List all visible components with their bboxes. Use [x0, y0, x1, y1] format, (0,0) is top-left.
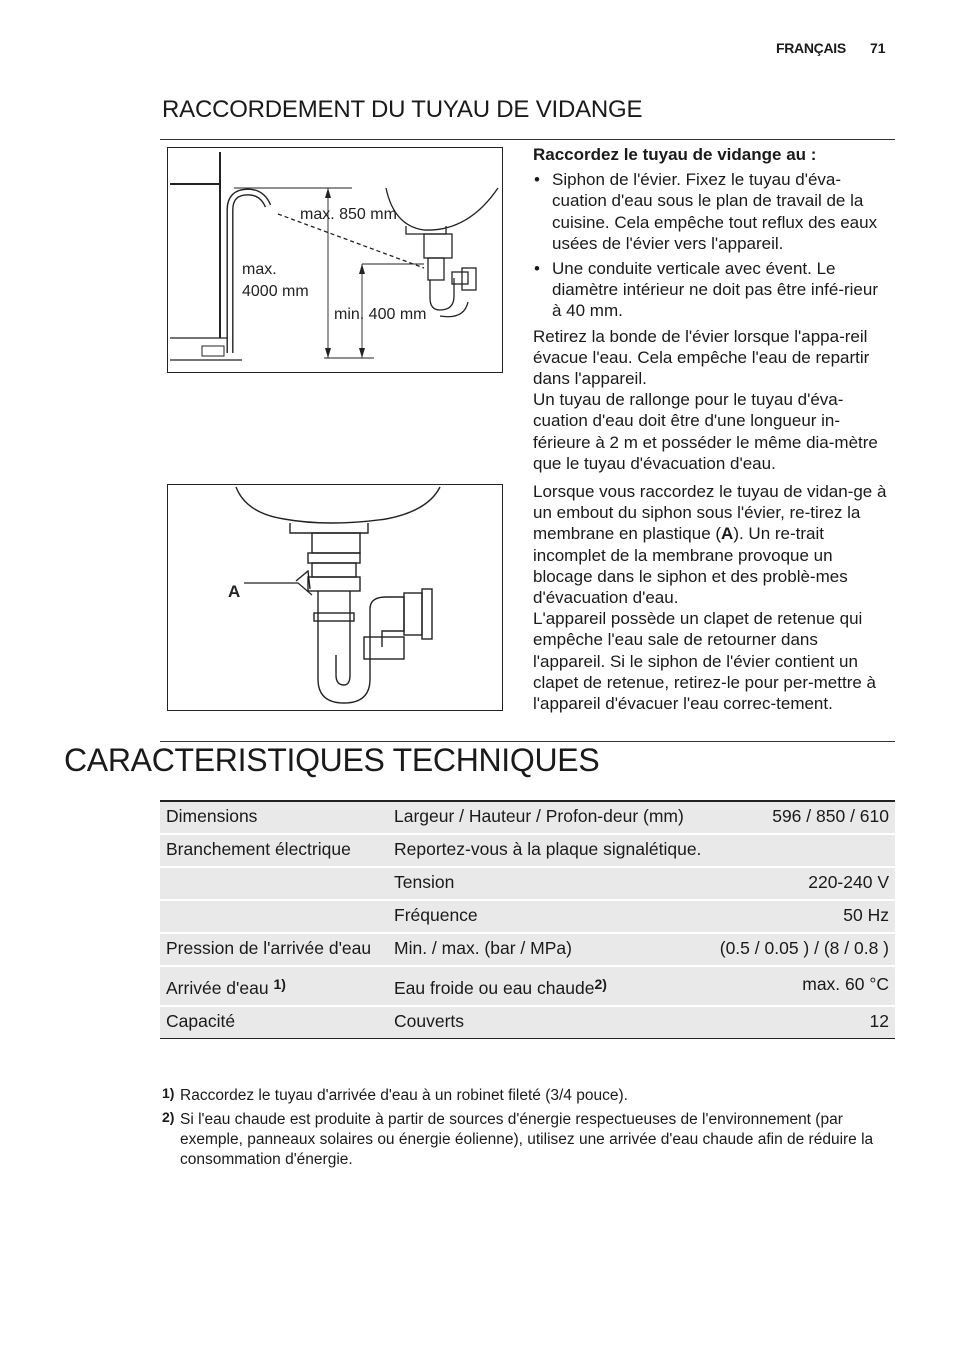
drain-bullet-sink: • Siphon de l'évier. Fixez le tuyau d'éva-cuation d'eau sous le plan de travail de la cuisine. Cela empêche tout reflux des eaux usées de l'évier vers l'appareil.	[533, 169, 888, 254]
drain-bullet-vertical: • Une conduite verticale avec évent. Le diamètre intérieur ne doit pas être infé-rieur à 40 mm.	[533, 258, 888, 322]
water-inlet-label: Arrivée d'eau	[166, 978, 269, 998]
spec-cell-value: max. 60 °C	[700, 966, 895, 1006]
footnote-ref-2: 2)	[594, 976, 607, 992]
drain-para-plug: Retirez la bonde de l'évier lorsque l'appa-reil évacue l'eau. Cela empêche l'eau de repartir dans l'appareil.	[533, 326, 870, 389]
spec-cell-label	[160, 966, 388, 1006]
spec-cell-label	[160, 867, 388, 900]
specs-table	[160, 800, 895, 1039]
spec-cell-value: 596 / 850 / 610	[700, 801, 895, 834]
spec-cell-detail: Tension	[388, 867, 700, 900]
header-language: FRANÇAIS	[776, 40, 846, 56]
drain-para-membrane	[533, 481, 888, 608]
water-type-label: Eau froide ou eau chaude	[394, 978, 595, 998]
drain-intro: Raccordez le tuyau de vidange au :	[533, 145, 817, 164]
spec-cell-detail: Min. / max. (bar / MPa)	[388, 933, 700, 966]
drain-para-check-valve: L'appareil possède un clapet de retenue qui empêche l'eau sale de retourner dans l'appareil. Si le siphon de l'évier contient un clapet de retenue, retirez-le pour per-mettre à l'appareil d'évacuer l'eau correc-tement.	[533, 609, 877, 714]
section-rule-top	[160, 139, 895, 140]
membrane-ref-a: A	[721, 524, 734, 544]
siphon-diagram	[168, 485, 502, 710]
figure-siphon	[167, 484, 503, 711]
table-row	[160, 834, 895, 867]
section-title-drain: RACCORDEMENT DU TUYAU DE VIDANGE	[162, 96, 643, 123]
footnotes	[162, 1086, 892, 1174]
specs-title: CARACTERISTIQUES TECHNIQUES	[64, 742, 600, 778]
label-max-850: max. 850 mm	[300, 206, 397, 223]
footnote-mark: 1)	[162, 1085, 175, 1101]
spec-cell-label: Dimensions	[160, 801, 388, 834]
spec-cell-label: Branchement électrique	[160, 834, 388, 867]
page-number: 71	[870, 40, 886, 56]
footnote-ref-1: 1)	[273, 976, 286, 992]
drain-text-block-2	[533, 481, 888, 714]
spec-cell-detail	[388, 966, 700, 1006]
spec-cell-label	[160, 900, 388, 933]
table-row	[160, 1006, 895, 1039]
label-min-400: min. 400 mm	[334, 306, 427, 323]
spec-cell-value: 220-240 V	[700, 867, 895, 900]
footnote-text: Si l'eau chaude est produite à partir de sources d'énergie respectueuses de l'environnement (par exemple, panneaux solaires ou énergie éolienne), utilisez une arrivée d'eau chaude afin de réduire la consommation d'énergie.	[180, 1111, 874, 1168]
label-4000-mm: 4000 mm	[242, 283, 309, 300]
drain-height-diagram	[168, 148, 502, 372]
spec-cell-value: 12	[700, 1006, 895, 1039]
footnote-2	[162, 1110, 892, 1170]
table-row	[160, 933, 895, 966]
membrane-text-start: Lorsque vous raccordez le tuyau de vidan-ge à un embout du siphon sous l'évier, re-tirez la membrane en plastique (	[533, 482, 887, 544]
label-a: A	[228, 582, 241, 601]
membrane-text-end: ). Un re-trait incomplet de la membrane provoque un blocage dans le siphon et des problè-mes d'évacuation d'eau.	[533, 524, 848, 608]
spec-cell-value: (0.5 / 0.05 ) / (8 / 0.8 )	[700, 933, 895, 966]
label-max: max.	[242, 261, 277, 278]
footnote-text: Raccordez le tuyau d'arrivée d'eau à un robinet fileté (3/4 pouce).	[180, 1087, 628, 1104]
drain-para-extension: Un tuyau de rallonge pour le tuyau d'éva-cuation d'eau doit être d'une longueur in-férieure à 2 m et posséder le même dia-mètre que le tuyau d'évacuation d'eau.	[533, 390, 878, 473]
footnote-mark: 2)	[162, 1109, 175, 1125]
spec-cell-value: 50 Hz	[700, 900, 895, 933]
footnote-1	[162, 1086, 892, 1106]
table-row	[160, 801, 895, 834]
spec-cell-detail: Reportez-vous à la plaque signalétique.	[388, 834, 895, 867]
spec-cell-detail: Fréquence	[388, 900, 700, 933]
figure-drain-height	[167, 147, 503, 373]
spec-cell-label: Capacité	[160, 1006, 388, 1039]
drain-bullet-list	[533, 169, 888, 321]
spec-cell-detail: Largeur / Hauteur / Profon-deur (mm)	[388, 801, 700, 834]
spec-cell-detail: Couverts	[388, 1006, 700, 1039]
table-row	[160, 867, 895, 900]
drain-text-block-1	[533, 144, 888, 474]
spec-cell-label: Pression de l'arrivée d'eau	[160, 933, 388, 966]
table-row	[160, 900, 895, 933]
table-row	[160, 966, 895, 1006]
